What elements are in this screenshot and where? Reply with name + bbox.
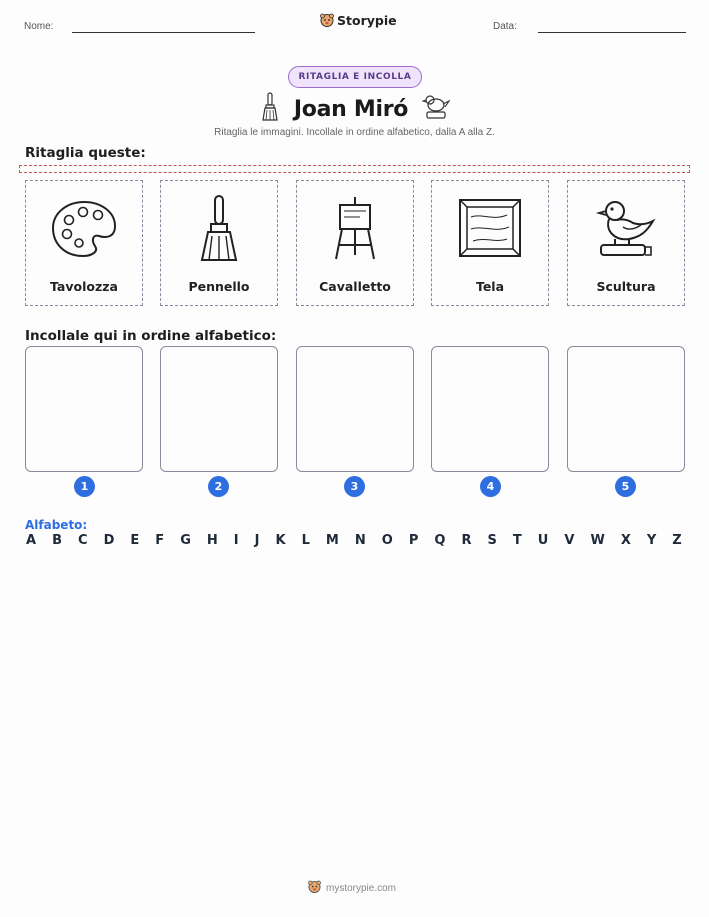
alphabet-letter: E: [130, 533, 140, 548]
footer: [308, 880, 396, 897]
date-label: Data:: [493, 21, 517, 32]
card-label: Tela: [475, 279, 505, 294]
name-label: Nome:: [24, 21, 54, 32]
alphabet-letter: C: [78, 533, 88, 548]
alphabet-letter: H: [206, 533, 218, 548]
alphabet-heading: Alfabeto:: [25, 518, 88, 532]
alphabet-letter: F: [155, 533, 165, 548]
alphabet-letter: J: [254, 533, 260, 548]
alphabet-letter: G: [180, 533, 191, 548]
number-badge-2: 2: [208, 476, 229, 497]
cut-card-scultura[interactable]: [567, 180, 685, 306]
sculpture-bird-icon: [595, 185, 657, 271]
brush-icon: [260, 92, 280, 126]
paste-box-3[interactable]: [296, 346, 414, 472]
instructions: Ritaglia le immagini. Incollale in ordine alfabetico, dalla A alla Z.: [214, 127, 495, 138]
number-badge-3: 3: [344, 476, 365, 497]
alphabet-letter: T: [512, 533, 522, 548]
alphabet-letter: A: [26, 533, 37, 548]
alphabet-letter: P: [408, 533, 419, 548]
easel-icon: [330, 185, 380, 271]
cut-line: [19, 165, 690, 173]
bird-sculpture-icon: [422, 94, 450, 124]
alphabet-letter: W: [590, 533, 605, 548]
alphabet-letter: D: [103, 533, 115, 548]
brand-logo: [320, 13, 397, 28]
name-line[interactable]: [72, 32, 255, 33]
card-label: Tavolozza: [50, 279, 118, 294]
alphabet-letter: V: [564, 533, 575, 548]
cut-card-pennello[interactable]: [160, 180, 278, 306]
card-label: Scultura: [596, 279, 656, 294]
storypie-logo-icon: [320, 13, 334, 28]
alphabet-letter: Z: [672, 533, 682, 548]
alphabet-letter: Y: [646, 533, 657, 548]
number-badge-5: 5: [615, 476, 636, 497]
alphabet-letter: N: [354, 533, 366, 548]
brand-name: Storypie: [337, 13, 397, 28]
footer-url[interactable]: mystorypie.com: [326, 883, 397, 894]
alphabet-letter: B: [52, 533, 62, 548]
paste-box-2[interactable]: [160, 346, 278, 472]
alphabet-letter: U: [537, 533, 549, 548]
card-label: Pennello: [188, 279, 250, 294]
alphabet-letter: I: [233, 533, 239, 548]
alphabet-letter: R: [461, 533, 472, 548]
alphabet-letter: M: [325, 533, 339, 548]
alphabet-letter: Q: [434, 533, 446, 548]
brush-icon: [194, 185, 244, 271]
cut-heading: Ritaglia queste:: [25, 145, 146, 161]
paste-box-5[interactable]: [567, 346, 685, 472]
activity-badge: RITAGLIA E INCOLLA: [288, 66, 422, 88]
alphabet-letter: S: [487, 533, 497, 548]
storypie-logo-icon: [308, 880, 321, 897]
title-row: [250, 92, 460, 126]
cut-card-tela[interactable]: [431, 180, 549, 306]
paste-box-4[interactable]: [431, 346, 549, 472]
number-badge-4: 4: [480, 476, 501, 497]
paste-box-1[interactable]: [25, 346, 143, 472]
alphabet-letter: L: [301, 533, 310, 548]
canvas-icon: [457, 185, 523, 271]
page-title: Joan Miró: [293, 96, 409, 122]
alphabet-letter: K: [275, 533, 286, 548]
palette-icon: [49, 185, 119, 271]
alphabet-letter: O: [381, 533, 393, 548]
number-badge-1: 1: [74, 476, 95, 497]
cut-card-tavolozza[interactable]: [25, 180, 143, 306]
paste-heading: Incollale qui in ordine alfabetico:: [25, 328, 277, 344]
alphabet-letter: X: [620, 533, 631, 548]
cut-card-cavalletto[interactable]: [296, 180, 414, 306]
card-label: Cavalletto: [319, 279, 391, 294]
date-line[interactable]: [538, 32, 686, 33]
alphabet-row: [26, 533, 682, 548]
